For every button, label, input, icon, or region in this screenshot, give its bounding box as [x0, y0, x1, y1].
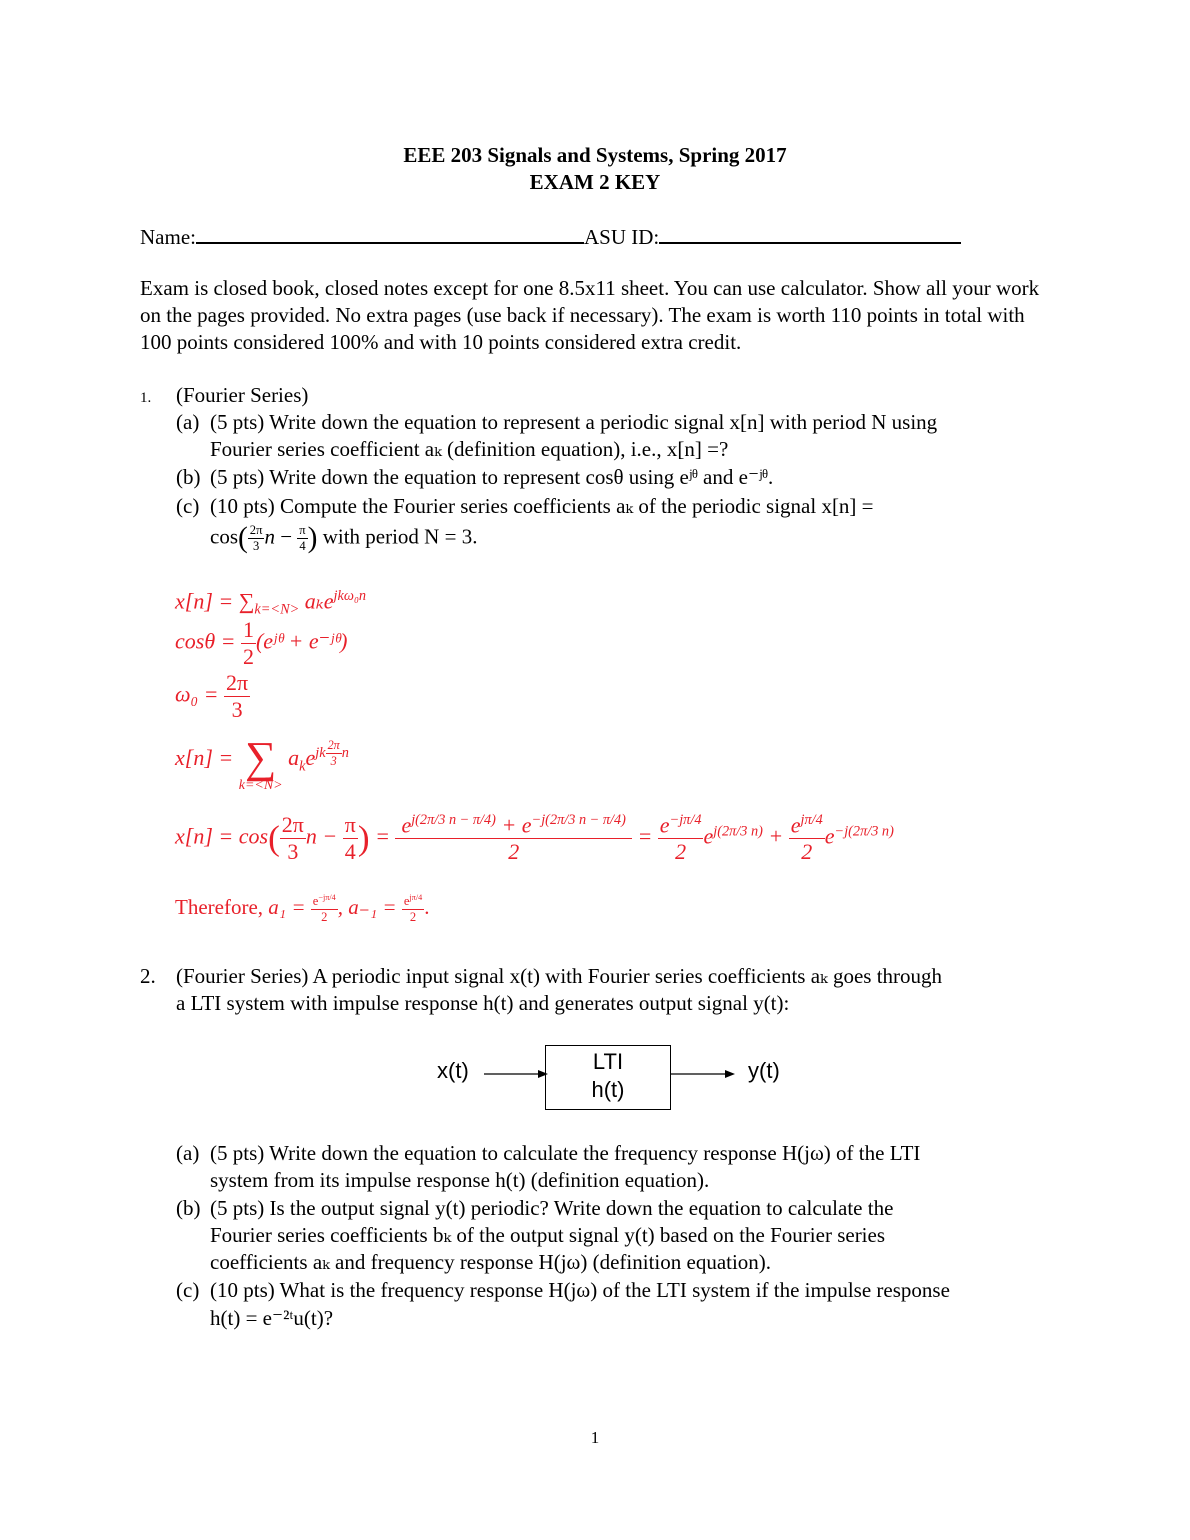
answer-coefficients: Therefore, a₁ = $\frac{e^{-j\pi/4}}{2}$ , a₋₁ = $\frac{e^{j\pi/4}}{2}$ .: [175, 893, 430, 925]
q2b-label: (b): [176, 1196, 201, 1220]
lti-box-impulse: h(t): [591, 1077, 625, 1102]
q1-heading: (Fourier Series): [176, 383, 309, 407]
q2-intro-line1: (Fourier Series) A periodic input signal x(t) with Fourier series coefficients aₖ goes through: [176, 964, 943, 988]
q2-intro-line2: a LTI system with impulse response h(t) and generates output signal y(t):: [176, 991, 790, 1015]
q2c-text-line1: (10 pts) What is the frequency response H(jω) of the LTI system if the impulse response: [210, 1278, 950, 1302]
q2b-text-line2: Fourier series coefficients bₖ of the output signal y(t) based on the Fourier series: [210, 1223, 886, 1247]
q1-number: 1.: [140, 390, 152, 406]
q1a-text-line2: Fourier series coefficient aₖ (definition equation), i.e., x[n] =?: [210, 437, 729, 461]
q2a-text-line2: system from its impulse response h(t) (definition equation).: [210, 1168, 710, 1192]
q2a-text-line1: (5 pts) Write down the equation to calculate the frequency response H(jω) of the LTI: [210, 1141, 921, 1165]
q1c-suffix: with period N = 3.: [322, 524, 478, 549]
q2c-label: (c): [176, 1278, 200, 1302]
q2-number: 2.: [140, 964, 156, 988]
asu-id-blank[interactable]: [659, 224, 961, 244]
output-arrow-icon: [671, 1064, 741, 1084]
exam-title: EEE 203 Signals and Systems, Spring 2017: [403, 143, 787, 167]
answer-eq-euler: cosθ = $\frac{1}{2}$ (eʲᶿ + e⁻ʲᶿ): [175, 617, 348, 669]
q2b-text-line1: (5 pts) Is the output signal y(t) periodic? Write down the equation to calculate the: [210, 1196, 894, 1220]
q2a-label: (a): [176, 1141, 200, 1165]
q1a-text-line1: (5 pts) Write down the equation to represent a periodic signal x[n] with period N using: [210, 410, 938, 434]
name-field-row: [140, 224, 961, 250]
answer-eq-omega0: ω₀ = $\frac{2\pi}{3}$: [175, 670, 249, 722]
exam-subtitle: EXAM 2 KEY: [529, 170, 661, 194]
input-arrow-icon: [480, 1064, 550, 1084]
instructions: Exam is closed book, closed notes except for one 8.5x11 sheet. You can use calculator. Show all your work on the pages provided. No extra pages (use back if necessary). The exam is worth 110 points in total with 100 points considered 100% and with 10 points considered extra credit.: [140, 276, 1040, 354]
lti-box-label: LTI: [592, 1049, 624, 1074]
q1b-text: (5 pts) Write down the equation to represent cosθ using eʲᶿ and e⁻ʲᶿ.: [210, 465, 774, 489]
q2b-text-line3: coefficients aₖ and frequency response H(jω) (definition equation).: [210, 1250, 772, 1274]
q1c-label: (c): [176, 494, 200, 518]
q1c-text-line1: (10 pts) Compute the Fourier series coefficients aₖ of the periodic signal x[n] =: [210, 494, 874, 518]
page-number: 1: [590, 1428, 600, 1447]
name-blank[interactable]: [196, 224, 584, 244]
diagram-output-label: y(t): [748, 1058, 780, 1083]
lti-system-box: [545, 1045, 671, 1110]
answer-eq-fourier-synthesis: $x[n] = \sum_{k=<N>}$ aₖe$^{jk\omega_0n}$: [175, 588, 367, 618]
q1c-text-line2: cos( $\frac{2\pi}{3}$ n − $\frac{\pi}{4}$ ) with period N = 3.: [210, 522, 478, 554]
diagram-input-label: x(t): [437, 1058, 469, 1083]
q1a-label: (a): [176, 410, 200, 434]
answer-eq-synthesis-n3: x[n] = ∑ k=<N> $a_ke^{jk \frac{2\pi}{3} n}$: [175, 733, 349, 793]
asu-id-label: ASU ID:: [583, 225, 660, 249]
name-label: Name:: [140, 225, 196, 249]
q2c-text-line2: h(t) = e⁻²ᵗu(t)?: [210, 1306, 334, 1330]
q1b-label: (b): [176, 465, 201, 489]
answer-eq-expansion: x[n] = cos( $\frac{2\pi}{3}$ n − $\frac{\pi}{4}$ ) = $\frac{e^{j(2\pi/3 n - \pi/4)} + e^{-j(2\pi/3 n - \pi/4)}}{2}$ = $\frac{e^{-j\pi/4}}{2}$ $e^{j(2\pi/3 n)}$ + $\frac{e^{j\pi/4}}{2}$ $e^{-j(2\pi/3 n)}$: [175, 812, 894, 865]
